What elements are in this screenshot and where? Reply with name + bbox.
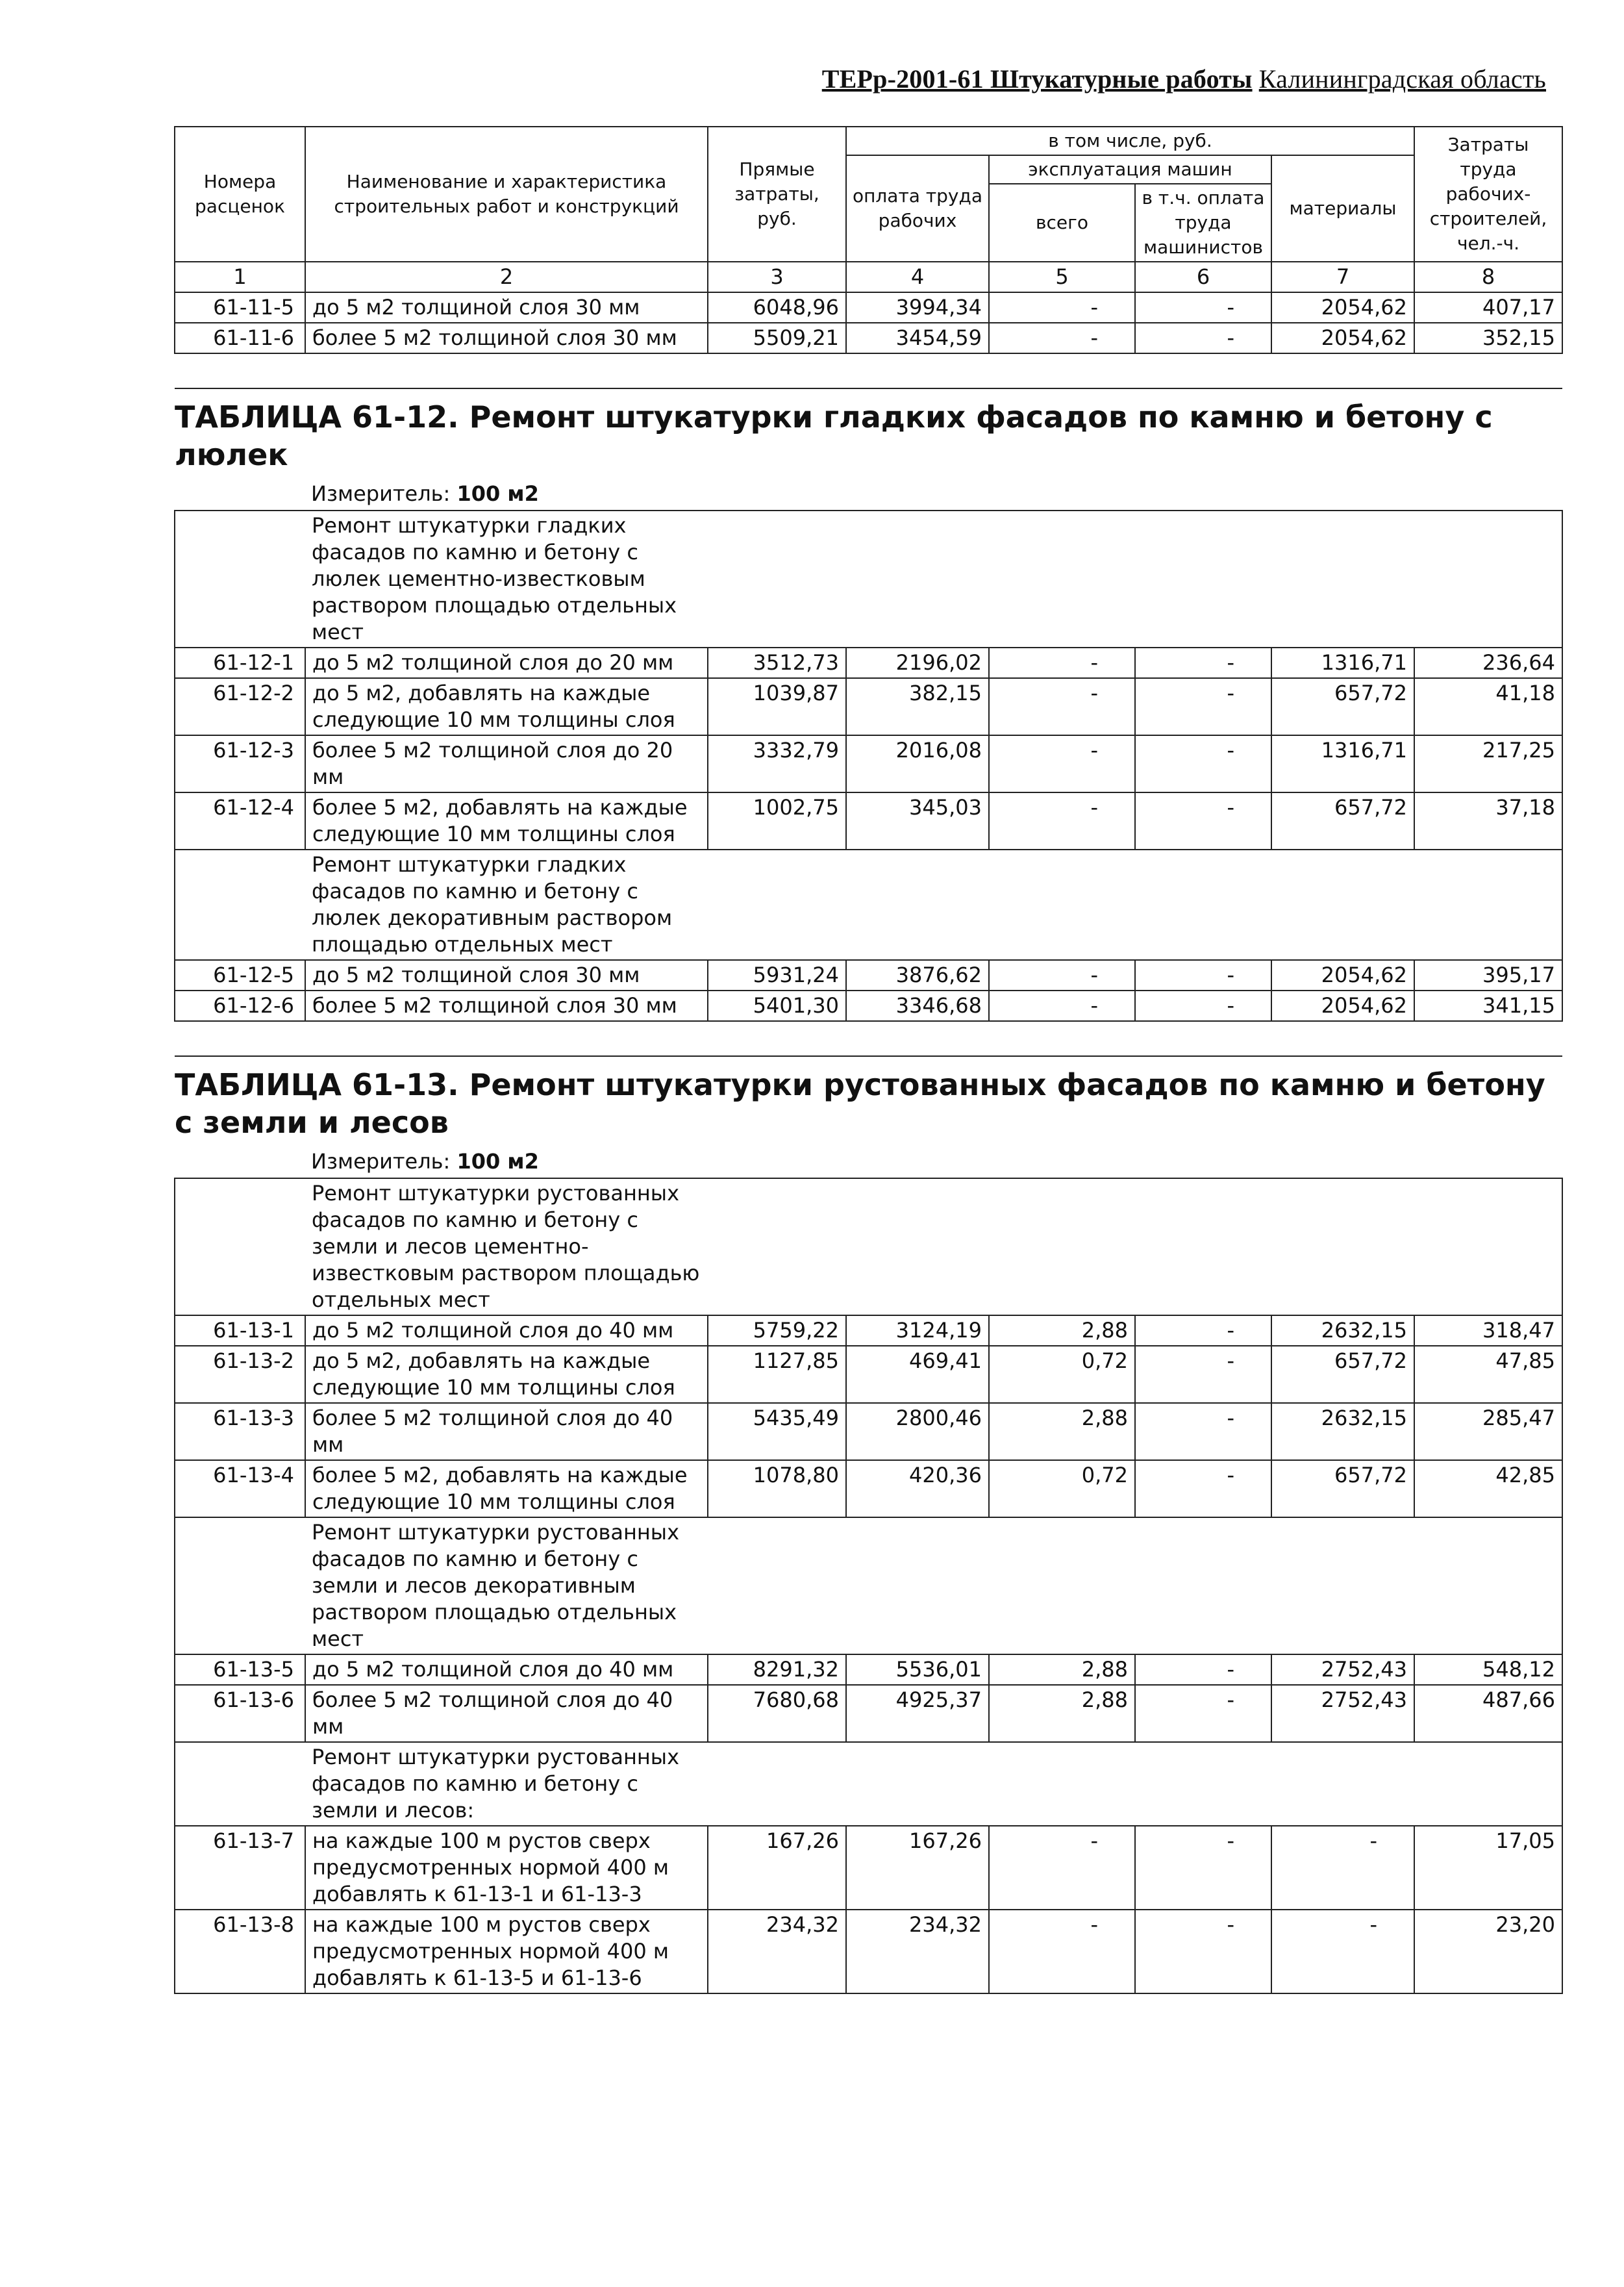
spacer-row <box>175 353 1562 388</box>
rate-code: 61-11-6 <box>175 323 305 353</box>
materials-cost: 2632,15 <box>1271 1315 1414 1346</box>
direct-costs: 8291,32 <box>708 1654 846 1685</box>
direct-costs: 3512,73 <box>708 648 846 678</box>
table-row <box>175 1315 1562 1346</box>
machines-labor-pay: - <box>1135 1685 1271 1742</box>
group-row <box>175 1742 1562 1826</box>
rate-code: 61-13-7 <box>175 1826 305 1910</box>
materials-cost: 2054,62 <box>1271 960 1414 991</box>
machines-total: 2,88 <box>989 1315 1135 1346</box>
work-name: более 5 м2 толщиной слоя 30 мм <box>305 991 708 1021</box>
unit-line <box>175 1145 1562 1178</box>
labor-pay: 3124,19 <box>846 1315 989 1346</box>
table-row <box>175 1685 1562 1742</box>
work-name: более 5 м2 толщиной слоя до 20 мм <box>305 735 708 792</box>
direct-costs: 7680,68 <box>708 1685 846 1742</box>
rate-code: 61-11-5 <box>175 292 305 323</box>
group-description: Ремонт штукатурки рустованных фасадов по камню и бетону с земли и лесов цементно-известковым раствором площадью отдельных мест <box>305 1178 708 1315</box>
labor-hours: 352,15 <box>1414 323 1562 353</box>
labor-hours: 487,66 <box>1414 1685 1562 1742</box>
group-filler <box>708 1178 1562 1315</box>
labor-pay: 3994,34 <box>846 292 989 323</box>
machines-total: 2,88 <box>989 1654 1135 1685</box>
labor-pay: 167,26 <box>846 1826 989 1910</box>
colnum: 3 <box>708 262 846 292</box>
direct-costs: 1127,85 <box>708 1346 846 1403</box>
group-description: Ремонт штукатурки гладких фасадов по камню и бетону с люлек декоративным раствором площадью отдельных мест <box>305 850 708 960</box>
materials-cost: 2054,62 <box>1271 323 1414 353</box>
work-name: более 5 м2 толщиной слоя 30 мм <box>305 323 708 353</box>
column-numbers <box>175 262 1562 292</box>
colnum: 2 <box>305 262 708 292</box>
machines-labor-pay: - <box>1135 1654 1271 1685</box>
rate-code: 61-12-6 <box>175 991 305 1021</box>
labor-hours: 217,25 <box>1414 735 1562 792</box>
direct-costs: 3332,79 <box>708 735 846 792</box>
machines-labor-pay: - <box>1135 792 1271 850</box>
work-name: на каждые 100 м рустов сверх предусмотренных нормой 400 м добавлять к 61-13-5 и 61-13-6 <box>305 1910 708 1993</box>
direct-costs: 1039,87 <box>708 678 846 735</box>
colnum: 7 <box>1271 262 1414 292</box>
header-code: Номера расценок <box>175 127 305 262</box>
labor-pay: 3454,59 <box>846 323 989 353</box>
header-direct-costs: Прямые затраты, руб. <box>708 127 846 262</box>
work-name: более 5 м2 толщиной слоя до 40 мм <box>305 1403 708 1460</box>
materials-cost: 1316,71 <box>1271 735 1414 792</box>
group-code-cell <box>175 850 305 960</box>
labor-pay: 2196,02 <box>846 648 989 678</box>
labor-pay: 382,15 <box>846 678 989 735</box>
materials-cost: 2054,62 <box>1271 991 1414 1021</box>
work-name: более 5 м2 толщиной слоя до 40 мм <box>305 1685 708 1742</box>
header-machines-total: всего <box>989 184 1135 262</box>
group-description: Ремонт штукатурки гладких фасадов по камню и бетону с люлек цементно-известковым раствором площадью отдельных мест <box>305 511 708 648</box>
labor-pay: 3876,62 <box>846 960 989 991</box>
labor-hours: 42,85 <box>1414 1460 1562 1517</box>
labor-hours: 37,18 <box>1414 792 1562 850</box>
unit-line <box>175 477 1562 511</box>
table-row <box>175 991 1562 1021</box>
machines-total: - <box>989 1910 1135 1993</box>
labor-hours: 548,12 <box>1414 1654 1562 1685</box>
machines-labor-pay: - <box>1135 323 1271 353</box>
labor-pay: 4925,37 <box>846 1685 989 1742</box>
table-title: ТАБЛИЦА 61-12. Ремонт штукатурки гладких фасадов по камню и бетону с люлек <box>175 399 1493 472</box>
work-name: более 5 м2, добавлять на каждые следующие 10 мм толщины слоя <box>305 792 708 850</box>
table-title-row <box>175 388 1562 477</box>
machines-total: 2,88 <box>989 1685 1135 1742</box>
spacer <box>175 353 1562 388</box>
labor-hours: 47,85 <box>1414 1346 1562 1403</box>
unit-value: 100 м2 <box>456 481 539 506</box>
header-machines: эксплуатация машин <box>989 155 1271 184</box>
labor-hours: 395,17 <box>1414 960 1562 991</box>
machines-labor-pay: - <box>1135 960 1271 991</box>
work-name: до 5 м2 толщиной слоя до 20 мм <box>305 648 708 678</box>
labor-hours: 318,47 <box>1414 1315 1562 1346</box>
group-code-cell <box>175 1178 305 1315</box>
labor-hours: 23,20 <box>1414 1910 1562 1993</box>
labor-hours: 41,18 <box>1414 678 1562 735</box>
group-description: Ремонт штукатурки рустованных фасадов по камню и бетону с земли и лесов декоративным раствором площадью отдельных мест <box>305 1517 708 1654</box>
rates-table-wrapper <box>174 126 1562 1994</box>
machines-labor-pay: - <box>1135 991 1271 1021</box>
labor-hours: 285,47 <box>1414 1403 1562 1460</box>
machines-total: - <box>989 735 1135 792</box>
machines-labor-pay: - <box>1135 1403 1271 1460</box>
group-filler <box>708 1517 1562 1654</box>
labor-pay: 5536,01 <box>846 1654 989 1685</box>
labor-pay: 469,41 <box>846 1346 989 1403</box>
group-code-cell <box>175 1517 305 1654</box>
unit-value: 100 м2 <box>456 1149 539 1174</box>
machines-labor-pay: - <box>1135 1910 1271 1993</box>
machines-labor-pay: - <box>1135 1826 1271 1910</box>
table-title-row <box>175 1056 1562 1145</box>
table-row <box>175 792 1562 850</box>
direct-costs: 5759,22 <box>708 1315 846 1346</box>
table-row <box>175 1460 1562 1517</box>
rate-code: 61-12-3 <box>175 735 305 792</box>
work-name: на каждые 100 м рустов сверх предусмотренных нормой 400 м добавлять к 61-13-1 и 61-13-3 <box>305 1826 708 1910</box>
header-materials: материалы <box>1271 155 1414 262</box>
group-code-cell <box>175 511 305 648</box>
work-name: до 5 м2 толщиной слоя 30 мм <box>305 292 708 323</box>
materials-cost: 657,72 <box>1271 678 1414 735</box>
labor-pay: 2800,46 <box>846 1403 989 1460</box>
table-row <box>175 1403 1562 1460</box>
machines-total: - <box>989 960 1135 991</box>
machines-total: 0,72 <box>989 1460 1135 1517</box>
table-row <box>175 1826 1562 1910</box>
colnum: 1 <box>175 262 305 292</box>
labor-hours: 17,05 <box>1414 1826 1562 1910</box>
labor-pay: 420,36 <box>846 1460 989 1517</box>
machines-labor-pay: - <box>1135 735 1271 792</box>
machines-labor-pay: - <box>1135 678 1271 735</box>
header-machines-labor: в т.ч. оплата труда машинистов <box>1135 184 1271 262</box>
labor-pay: 2016,08 <box>846 735 989 792</box>
header-name: Наименование и характеристика строительных работ и конструкций <box>305 127 708 262</box>
table-row <box>175 735 1562 792</box>
materials-cost: 657,72 <box>1271 1460 1414 1517</box>
materials-cost: - <box>1271 1826 1414 1910</box>
labor-pay: 3346,68 <box>846 991 989 1021</box>
table-row <box>175 1654 1562 1685</box>
header-including: в том числе, руб. <box>846 127 1414 155</box>
rate-code: 61-12-5 <box>175 960 305 991</box>
machines-total: 2,88 <box>989 1403 1135 1460</box>
table-row <box>175 678 1562 735</box>
rate-code: 61-13-6 <box>175 1685 305 1742</box>
group-row <box>175 1517 1562 1654</box>
colnum: 4 <box>846 262 989 292</box>
table-row <box>175 1910 1562 1993</box>
rates-table <box>174 126 1563 1994</box>
table-body <box>175 292 1562 1993</box>
colnum: 6 <box>1135 262 1271 292</box>
table-title: ТАБЛИЦА 61-13. Ремонт штукатурки рустованных фасадов по камню и бетону с земли и лесов <box>175 1067 1545 1140</box>
work-name: до 5 м2 толщиной слоя до 40 мм <box>305 1315 708 1346</box>
group-filler <box>708 1742 1562 1826</box>
rate-code: 61-12-1 <box>175 648 305 678</box>
unit-label: Измеритель: <box>311 1149 451 1174</box>
machines-labor-pay: - <box>1135 1315 1271 1346</box>
rate-code: 61-12-4 <box>175 792 305 850</box>
work-name: до 5 м2 толщиной слоя 30 мм <box>305 960 708 991</box>
direct-costs: 1078,80 <box>708 1460 846 1517</box>
machines-total: - <box>989 991 1135 1021</box>
materials-cost: 2752,43 <box>1271 1654 1414 1685</box>
unit-row <box>175 1145 1562 1178</box>
materials-cost: 1316,71 <box>1271 648 1414 678</box>
group-row <box>175 850 1562 960</box>
labor-hours: 341,15 <box>1414 991 1562 1021</box>
group-row <box>175 511 1562 648</box>
rate-code: 61-13-3 <box>175 1403 305 1460</box>
spacer-row <box>175 1021 1562 1056</box>
direct-costs: 6048,96 <box>708 292 846 323</box>
materials-cost: 657,72 <box>1271 1346 1414 1403</box>
running-head <box>822 64 1546 94</box>
materials-cost: 2632,15 <box>1271 1403 1414 1460</box>
group-row <box>175 1178 1562 1315</box>
running-head-region: Калининградская область <box>1258 64 1546 94</box>
table-row <box>175 960 1562 991</box>
machines-labor-pay: - <box>1135 1460 1271 1517</box>
rate-code: 61-13-5 <box>175 1654 305 1685</box>
direct-costs: 5931,24 <box>708 960 846 991</box>
machines-total: - <box>989 678 1135 735</box>
group-filler <box>708 850 1562 960</box>
direct-costs: 5435,49 <box>708 1403 846 1460</box>
rate-code: 61-13-4 <box>175 1460 305 1517</box>
rate-code: 61-13-1 <box>175 1315 305 1346</box>
direct-costs: 5401,30 <box>708 991 846 1021</box>
labor-hours: 236,64 <box>1414 648 1562 678</box>
table-row <box>175 292 1562 323</box>
materials-cost: - <box>1271 1910 1414 1993</box>
direct-costs: 234,32 <box>708 1910 846 1993</box>
materials-cost: 657,72 <box>1271 792 1414 850</box>
work-name: до 5 м2 толщиной слоя до 40 мм <box>305 1654 708 1685</box>
direct-costs: 167,26 <box>708 1826 846 1910</box>
table-header <box>175 127 1562 292</box>
running-head-title: ТЕРр-2001-61 Штукатурные работы <box>821 64 1253 94</box>
direct-costs: 1002,75 <box>708 792 846 850</box>
machines-total: - <box>989 792 1135 850</box>
group-filler <box>708 511 1562 648</box>
rate-code: 61-13-2 <box>175 1346 305 1403</box>
unit-label: Измеритель: <box>311 481 451 506</box>
machines-total: - <box>989 292 1135 323</box>
labor-pay: 345,03 <box>846 792 989 850</box>
unit-row <box>175 477 1562 511</box>
header-labor-costs: Затраты труда рабочих-строителей, чел.-ч. <box>1414 127 1562 262</box>
labor-hours: 407,17 <box>1414 292 1562 323</box>
rate-code: 61-12-2 <box>175 678 305 735</box>
colnum: 5 <box>989 262 1135 292</box>
work-name: до 5 м2, добавлять на каждые следующие 10 мм толщины слоя <box>305 678 708 735</box>
machines-labor-pay: - <box>1135 648 1271 678</box>
machines-total: 0,72 <box>989 1346 1135 1403</box>
machines-labor-pay: - <box>1135 1346 1271 1403</box>
group-code-cell <box>175 1742 305 1826</box>
colnum: 8 <box>1414 262 1562 292</box>
machines-total: - <box>989 1826 1135 1910</box>
header-labor-pay: оплата труда рабочих <box>846 155 989 262</box>
table-row <box>175 323 1562 353</box>
table-row <box>175 648 1562 678</box>
direct-costs: 5509,21 <box>708 323 846 353</box>
work-name: до 5 м2, добавлять на каждые следующие 10 мм толщины слоя <box>305 1346 708 1403</box>
work-name: более 5 м2, добавлять на каждые следующие 10 мм толщины слоя <box>305 1460 708 1517</box>
spacer <box>175 1021 1562 1056</box>
labor-pay: 234,32 <box>846 1910 989 1993</box>
machines-total: - <box>989 323 1135 353</box>
rate-code: 61-13-8 <box>175 1910 305 1993</box>
materials-cost: 2054,62 <box>1271 292 1414 323</box>
machines-total: - <box>989 648 1135 678</box>
machines-labor-pay: - <box>1135 292 1271 323</box>
group-description: Ремонт штукатурки рустованных фасадов по камню и бетону с земли и лесов: <box>305 1742 708 1826</box>
table-row <box>175 1346 1562 1403</box>
materials-cost: 2752,43 <box>1271 1685 1414 1742</box>
